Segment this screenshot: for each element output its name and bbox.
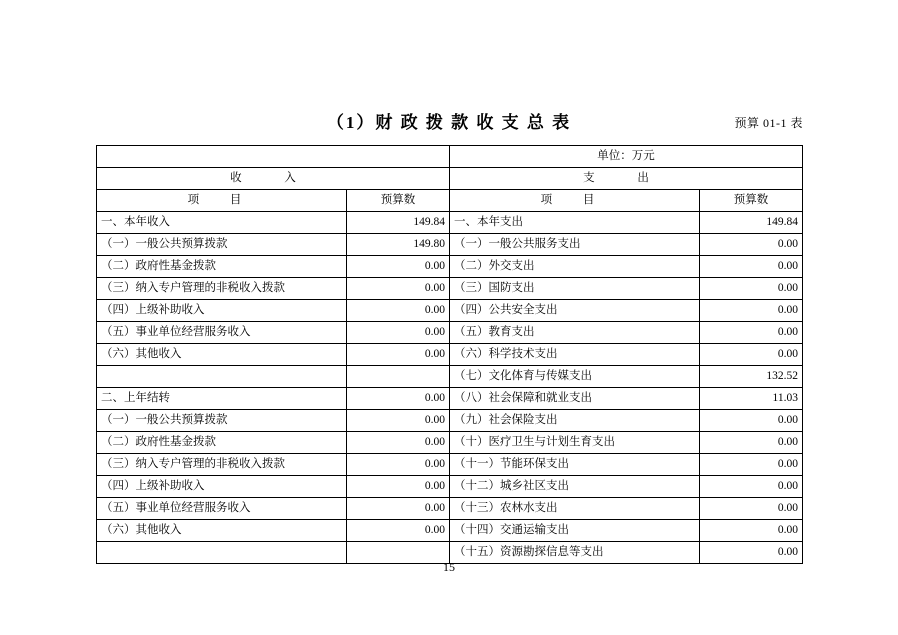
income-value: 0.00 [347, 432, 450, 454]
income-item-label: （五）事业单位经营服务收入 [97, 498, 347, 520]
income-item-label: 一、本年收入 [97, 212, 347, 234]
income-value [347, 366, 450, 388]
table-row [97, 212, 803, 234]
expenditure-value: 0.00 [700, 432, 803, 454]
unit-row [97, 146, 803, 168]
income-value: 0.00 [347, 322, 450, 344]
expenditure-item-label: （十三）农林水支出 [450, 498, 700, 520]
table-row [97, 410, 803, 432]
page-number: 15 [443, 560, 455, 574]
income-item-label: （四）上级补助收入 [97, 300, 347, 322]
expenditure-item-label: （六）科学技术支出 [450, 344, 700, 366]
table-row [97, 520, 803, 542]
table-row [97, 366, 803, 388]
expenditure-item-label: （四）公共安全支出 [450, 300, 700, 322]
expenditure-item-label: 一、本年支出 [450, 212, 700, 234]
income-value: 0.00 [347, 520, 450, 542]
income-value: 149.84 [347, 212, 450, 234]
expenditure-value: 0.00 [700, 234, 803, 256]
expenditure-item-label: （九）社会保险支出 [450, 410, 700, 432]
income-value: 149.80 [347, 234, 450, 256]
expenditure-value: 11.03 [700, 388, 803, 410]
col-header-income-budget: 预算数 [347, 190, 450, 212]
expenditure-value: 0.00 [700, 344, 803, 366]
income-item-label: （二）政府性基金拨款 [97, 432, 347, 454]
table-row [97, 344, 803, 366]
budget-table [96, 145, 803, 564]
income-value: 0.00 [347, 410, 450, 432]
table-row [97, 322, 803, 344]
expenditure-value: 0.00 [700, 542, 803, 564]
table-row [97, 498, 803, 520]
expenditure-item-label: （十一）节能环保支出 [450, 454, 700, 476]
income-item-label: （三）纳入专户管理的非税收入拨款 [97, 278, 347, 300]
column-header-row [97, 190, 803, 212]
income-value: 0.00 [347, 344, 450, 366]
income-value: 0.00 [347, 454, 450, 476]
income-item-label: （三）纳入专户管理的非税收入拨款 [97, 454, 347, 476]
income-value: 0.00 [347, 498, 450, 520]
table-row [97, 300, 803, 322]
expenditure-item-label: （三）国防支出 [450, 278, 700, 300]
col-header-expenditure-budget: 预算数 [700, 190, 803, 212]
expenditure-item-label: （一）一般公共服务支出 [450, 234, 700, 256]
income-item-label: （二）政府性基金拨款 [97, 256, 347, 278]
expenditure-value: 149.84 [700, 212, 803, 234]
expenditure-item-label: （十四）交通运输支出 [450, 520, 700, 542]
income-value: 0.00 [347, 278, 450, 300]
unit-label: 单位：万元 [450, 146, 803, 168]
income-value: 0.00 [347, 300, 450, 322]
expenditure-item-label: （十五）资源勘探信息等支出 [450, 542, 700, 564]
group-header-row [97, 168, 803, 190]
table-row [97, 432, 803, 454]
expenditure-value: 0.00 [700, 410, 803, 432]
expenditure-value: 132.52 [700, 366, 803, 388]
table-row [97, 454, 803, 476]
income-value: 0.00 [347, 256, 450, 278]
income-item-label: （五）事业单位经营服务收入 [97, 322, 347, 344]
expenditure-item-label: （十二）城乡社区支出 [450, 476, 700, 498]
expenditure-value: 0.00 [700, 498, 803, 520]
expenditure-item-label: （二）外交支出 [450, 256, 700, 278]
expenditure-value: 0.00 [700, 454, 803, 476]
income-value: 0.00 [347, 388, 450, 410]
income-item-label: 二、上年结转 [97, 388, 347, 410]
expenditure-group-header: 支 出 [450, 168, 803, 190]
table-body [97, 146, 803, 564]
table-row [97, 388, 803, 410]
table-row [97, 256, 803, 278]
table-row [97, 278, 803, 300]
table-row [97, 234, 803, 256]
unit-row-empty [97, 146, 450, 168]
expenditure-item-label: （八）社会保障和就业支出 [450, 388, 700, 410]
expenditure-item-label: （十）医疗卫生与计划生育支出 [450, 432, 700, 454]
col-header-income-item: 项 目 [97, 190, 347, 212]
income-item-label: （一）一般公共预算拨款 [97, 234, 347, 256]
expenditure-item-label: （七）文化体育与传媒支出 [450, 366, 700, 388]
income-group-header: 收 入 [97, 168, 450, 190]
expenditure-value: 0.00 [700, 256, 803, 278]
page-title: （1）财 政 拨 款 收 支 总 表 [326, 113, 572, 132]
table-row [97, 476, 803, 498]
expenditure-value: 0.00 [700, 278, 803, 300]
income-item-label: （一）一般公共预算拨款 [97, 410, 347, 432]
income-item-label: （六）其他收入 [97, 520, 347, 542]
form-code: 预算 01-1 表 [734, 116, 803, 130]
expenditure-value: 0.00 [700, 322, 803, 344]
income-item-label [97, 366, 347, 388]
title-row [0, 108, 898, 136]
expenditure-value: 0.00 [700, 520, 803, 542]
expenditure-item-label: （五）教育支出 [450, 322, 700, 344]
income-item-label: （四）上级补助收入 [97, 476, 347, 498]
col-header-expenditure-item: 项 目 [450, 190, 700, 212]
expenditure-value: 0.00 [700, 476, 803, 498]
expenditure-value: 0.00 [700, 300, 803, 322]
income-item-label: （六）其他收入 [97, 344, 347, 366]
income-value: 0.00 [347, 476, 450, 498]
